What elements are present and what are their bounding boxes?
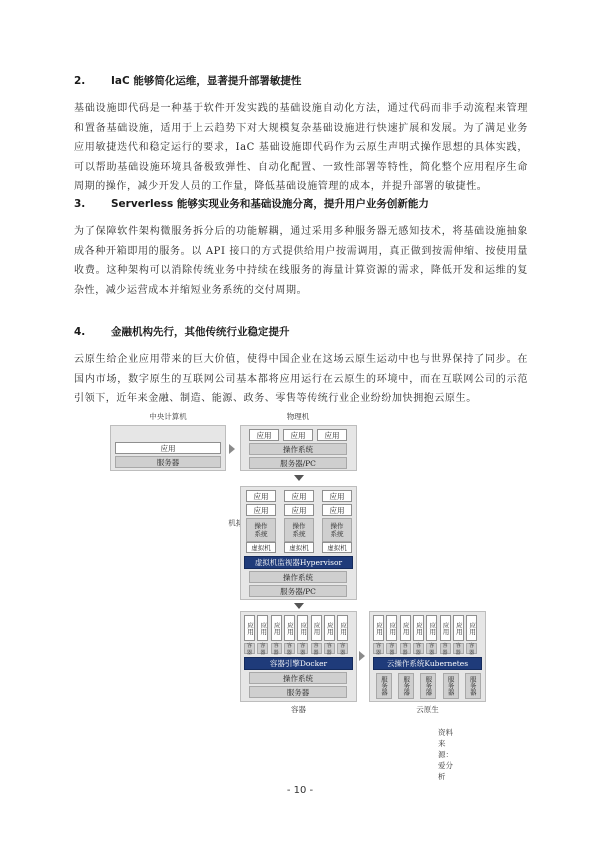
container-panel	[240, 611, 357, 702]
app-box: 应用	[440, 615, 451, 641]
server-box: 服务器	[115, 456, 221, 468]
section-paragraph: 基础设施即代码是一种基于软件开发实践的基础设施自动化方法，通过代码而非手动流程来管理和置备基础设施，适用于上云趋势下对大规模复杂基础设施进行快速扩展和发展。为了满足业务应用敏捷迭代和稳定运行的要求，IaC 基础设施即代码作为云原生声明式操作思想的具体实践，可以帮助基础设施环境具备极致弹性、自动化配置、一致性部署等特性，简化整个应用程序生命周期的操作，减少开发人员的工作量，降低基础设施管理的成本，并提升部署的敏捷性。	[74, 103, 528, 192]
server-pc-box: 服务器/PC	[249, 585, 347, 597]
cloudnative-panel	[369, 611, 486, 702]
app-box: 应用	[249, 429, 279, 441]
container-box: 容器	[244, 643, 255, 654]
server-box: 服务器	[249, 686, 347, 698]
app-box: 应用	[311, 615, 322, 641]
container-box: 容器	[257, 643, 268, 654]
app-box: 应用	[246, 504, 276, 516]
mainframe-panel	[110, 425, 226, 471]
section-title: Serverless 能够实现业务和基础设施分离，提升用户业务创新能力	[111, 198, 429, 210]
app-box: 应用	[244, 615, 255, 641]
container-box: 容器	[284, 643, 295, 654]
container-box: 容器	[466, 643, 477, 654]
hypervisor-box: 虚拟机监视器Hypervisor	[244, 556, 353, 569]
app-box: 应用	[400, 615, 411, 641]
server-box: 服务器	[398, 673, 414, 699]
container-box: 容器	[297, 643, 308, 654]
container-box: 容器	[386, 643, 397, 654]
section-number: 2.	[74, 75, 86, 87]
os-box: 操作系统	[249, 443, 347, 455]
section-heading	[74, 73, 301, 88]
cloudnative-label: 云原生	[416, 705, 439, 714]
container-box: 容器	[400, 643, 411, 654]
app-box: 应用	[283, 429, 313, 441]
physical-panel	[240, 425, 357, 471]
source-note: 资料来源：爱分析	[438, 728, 453, 781]
section-number: 4.	[74, 326, 86, 338]
app-box: 应用	[284, 615, 295, 641]
section-heading	[74, 324, 290, 339]
app-box: 应用	[317, 429, 347, 441]
section-number: 3.	[74, 198, 86, 210]
arrow-right-icon	[229, 444, 235, 454]
vm-box: 虚拟机	[284, 542, 314, 553]
app-box: 应用	[453, 615, 464, 641]
mainframe-title: 中央计算机	[149, 412, 187, 421]
container-box: 容器	[373, 643, 384, 654]
physical-title: 物理机	[286, 412, 310, 421]
arrow-right-icon	[359, 651, 365, 661]
container-box: 容器	[453, 643, 464, 654]
app-box: 应用	[413, 615, 424, 641]
app-box: 应用	[337, 615, 348, 641]
guest-os-box: 操作系统	[246, 518, 276, 542]
container-box: 容器	[426, 643, 437, 654]
app-box: 应用	[426, 615, 437, 641]
container-box: 容器	[311, 643, 322, 654]
container-box: 容器	[337, 643, 348, 654]
server-box: 服务器	[443, 673, 459, 699]
arrow-down-icon	[294, 475, 304, 481]
kubernetes-box: 云操作系统Kubernetes	[373, 657, 482, 670]
section-paragraph: 云原生给企业应用带来的巨大价值，使得中国企业在这场云原生运动中也与世界保持了同步。在国内市场，数字原生的互联网公司基本都将应用运行在云原生的环境中，而在互联网公司的示范引领下，近年来金融、制造、能源、政务、零售等传统行业企业纷纷加快拥抱云原生。	[74, 354, 528, 404]
vm-side-label: 机	[227, 519, 237, 527]
app-box: 应用	[246, 490, 276, 502]
app-box: 应用	[284, 504, 314, 516]
section-title: IaC 能够简化运维，显著提升部署敏捷性	[111, 75, 302, 87]
server-box: 服务器	[376, 673, 392, 699]
app-box: 应用	[373, 615, 384, 641]
container-box: 容器	[271, 643, 282, 654]
vm-panel	[240, 486, 357, 600]
app-box: 应用	[115, 442, 221, 454]
container-box: 容器	[413, 643, 424, 654]
section-heading	[74, 196, 429, 211]
app-box: 应用	[322, 504, 352, 516]
server-pc-box: 服务器/PC	[249, 457, 347, 469]
app-box: 应用	[466, 615, 477, 641]
vm-box: 虚拟机	[246, 542, 276, 553]
section-title: 金融机构先行，其他传统行业稳定提升	[111, 326, 290, 338]
guest-os-box: 操作系统	[322, 518, 352, 542]
vm-box: 虚拟机	[322, 542, 352, 553]
os-box: 操作系统	[249, 672, 347, 684]
app-box: 应用	[386, 615, 397, 641]
server-box: 服务器	[420, 673, 436, 699]
container-box: 容器	[324, 643, 335, 654]
section-paragraph: 为了保障软件架构微服务拆分后的功能解耦，通过采用多种服务器无感知技术，将基础设施抽象成各种开箱即用的服务。以 API 接口的方式提供给用户按需调用，真正做到按需伸缩、按使用量收费。这种架构可以消除传统业务中持续在线服务的海量计算资源的需求，降低开发和运维的复杂性，减少运营成本并缩短业务系统的交付周期。	[74, 226, 528, 296]
app-box: 应用	[324, 615, 335, 641]
app-box: 应用	[322, 490, 352, 502]
docker-box: 容器引擎Docker	[244, 657, 353, 670]
os-box: 操作系统	[249, 571, 347, 583]
app-box: 应用	[271, 615, 282, 641]
app-box: 应用	[257, 615, 268, 641]
app-box: 应用	[284, 490, 314, 502]
app-box: 应用	[297, 615, 308, 641]
page-number: - 10 -	[286, 785, 314, 796]
container-box: 容器	[440, 643, 451, 654]
arrow-down-icon	[294, 603, 304, 609]
guest-os-box: 操作系统	[284, 518, 314, 542]
container-label: 容器	[291, 705, 306, 714]
server-box: 服务器	[465, 673, 481, 699]
